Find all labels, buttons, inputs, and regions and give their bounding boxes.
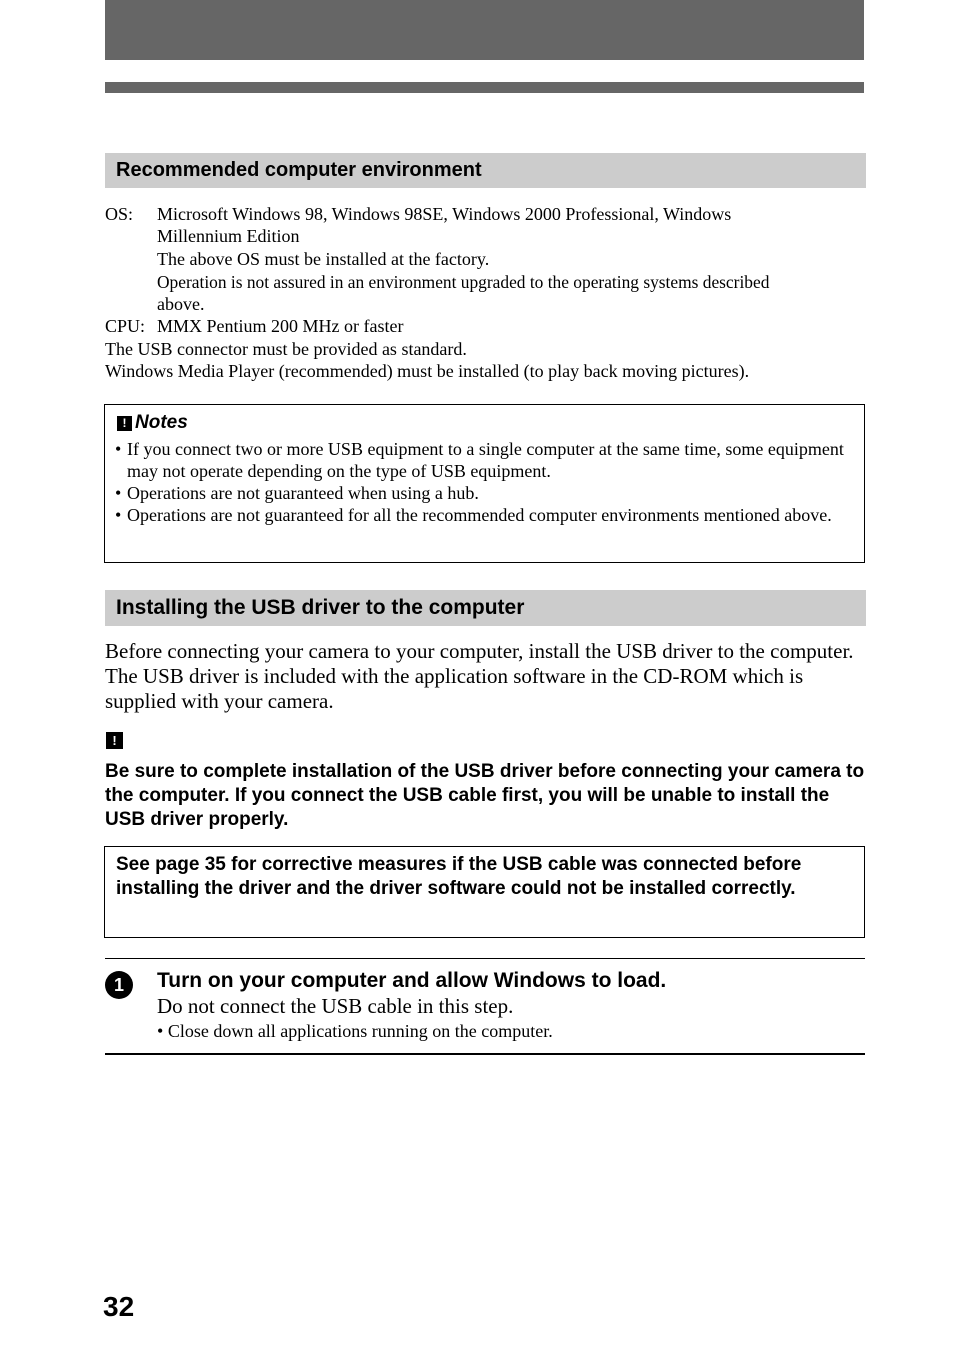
page-number: 32 — [103, 1291, 135, 1322]
list-item: • If you connect two or more USB equipment to a single computer at the same time, some equipment may not operate depending on the type of USB equipment. — [115, 438, 855, 482]
header-bar — [105, 0, 864, 60]
see-page-box — [104, 846, 865, 938]
os-line: Millennium Edition — [157, 226, 300, 246]
environment-list — [105, 203, 865, 383]
os-line: above. — [157, 294, 205, 314]
notes-heading — [117, 412, 188, 434]
list-item: • Operations are not guaranteed for all the recommended computer environments mentioned above. — [115, 504, 855, 526]
notes-list — [115, 438, 855, 526]
notes-box — [104, 404, 865, 563]
wmp-requirement: Windows Media Player (recommended) must be installed (to play back moving pictures). — [105, 361, 750, 381]
caution-icon: ! — [117, 416, 132, 431]
section-heading-text: Recommended computer environment — [116, 159, 482, 181]
step-top-rule — [105, 958, 865, 959]
warning-text: Be sure to complete installation of the USB driver before connecting your camera to the computer. If you connect the USB cable first, you will be unable to install the USB driver properly. — [105, 761, 865, 830]
step-number-badge: 1 — [105, 971, 133, 999]
step-bottom-rule — [105, 1053, 865, 1055]
intro-paragraph: Before connecting your camera to your computer, install the USB driver to the computer. The USB driver is included with the application software in the CD-ROM which is supplied with your camera. — [105, 639, 854, 713]
section-heading-usb-driver — [105, 590, 866, 626]
caution-icon: ! — [106, 732, 123, 749]
os-line: The above OS must be installed at the factory. — [157, 249, 490, 269]
bullet-glyph: • — [157, 1021, 168, 1041]
step-bullet — [157, 1020, 553, 1042]
cpu-text: MMX Pentium 200 MHz or faster — [157, 316, 404, 336]
list-item: • Operations are not guaranteed when using a hub. — [115, 482, 855, 504]
step-title: Turn on your computer and allow Windows to load. — [157, 969, 667, 992]
step-bullet-text: Close down all applications running on the computer. — [167, 1021, 553, 1041]
section-heading-environment — [105, 153, 866, 188]
section-heading-text: Installing the USB driver to the computer — [116, 596, 525, 619]
header-rule — [105, 82, 864, 93]
notes-title: Notes — [135, 412, 188, 433]
os-label: OS: — [105, 204, 134, 224]
see-page-text: See page 35 for corrective measures if the USB cable was connected before installing the driver and the driver software could not be installed correctly. — [116, 854, 802, 899]
step-description: Do not connect the USB cable in this step. — [157, 994, 514, 1018]
usb-requirement: The USB connector must be provided as standard. — [105, 339, 467, 359]
os-line: Operation is not assured in an environment upgraded to the operating systems described — [157, 272, 770, 292]
cpu-label: CPU: — [105, 316, 146, 336]
os-line: Microsoft Windows 98, Windows 98SE, Windows 2000 Professional, Windows — [157, 204, 732, 224]
